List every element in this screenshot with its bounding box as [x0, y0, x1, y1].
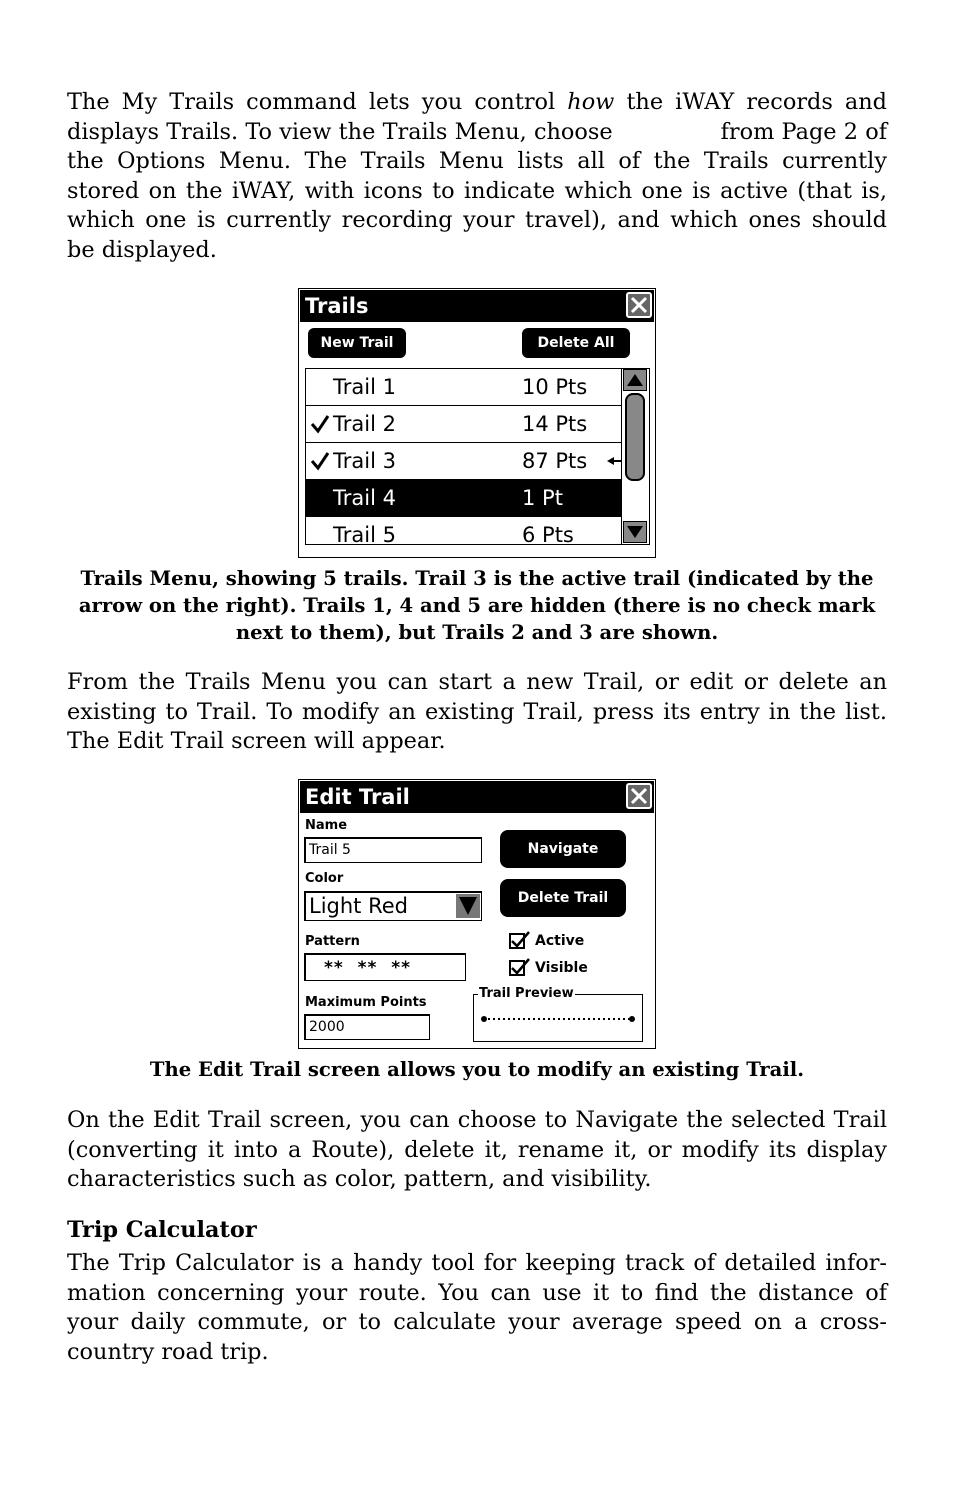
- edit-title-bar: [300, 781, 654, 813]
- trail-preview-line: [478, 1009, 638, 1029]
- visible-checkbox[interactable]: [509, 960, 525, 976]
- pattern-value: ** ** **: [324, 958, 412, 978]
- new-trail-button[interactable]: New Trail: [308, 328, 406, 358]
- close-icon[interactable]: [626, 783, 652, 809]
- trails-screen: [298, 288, 656, 558]
- delete-all-button[interactable]: Delete All: [522, 328, 630, 358]
- trail-row-5[interactable]: [306, 517, 622, 554]
- max-points-label: Maximum Points: [305, 995, 427, 1010]
- intro-text-middle: the iWAY records and displays Trails. To view the Trails Menu, choose: [67, 89, 888, 145]
- scroll-thumb[interactable]: [625, 393, 645, 481]
- intro-emphasis: how: [567, 89, 615, 115]
- visible-label: Visible: [535, 960, 588, 976]
- trails-title: Trails: [305, 294, 369, 318]
- scroll-up-icon[interactable]: [623, 369, 647, 391]
- edit-description-paragraph: On the Edit Trail screen, you can choose to Navigate the selected Trail (converting it into a Route), delete it, rename it, or modify its display characteristics such as color, pattern, and visibility.: [67, 1107, 887, 1193]
- trail-points: 14 Pts: [522, 412, 588, 436]
- active-label: Active: [535, 933, 585, 949]
- trail-row-3[interactable]: [306, 443, 622, 480]
- trail-name: Trail 3: [333, 449, 396, 473]
- intro-paragraph: [67, 88, 887, 266]
- chevron-down-icon[interactable]: [456, 894, 480, 918]
- trail-points: 1 Pt: [522, 486, 563, 510]
- trip-calculator-paragraph: The Trip Calculator is a handy tool for keeping track of detailed infor-mation concerning your route. You can use it to find the distance of your daily commute, or to calculate your average speed on a cross-country road trip.: [67, 1250, 887, 1365]
- trail-row-1[interactable]: [306, 369, 622, 406]
- navigate-button[interactable]: Navigate: [500, 830, 626, 868]
- name-label: Name: [305, 818, 348, 833]
- trails-list: [305, 368, 650, 545]
- trail-points: 6 Pts: [522, 523, 574, 547]
- color-value: Light Red: [309, 894, 408, 918]
- intro-text-start: The My Trails command lets you control: [67, 89, 556, 115]
- trail-name: Trail 4: [333, 486, 396, 510]
- trail-name: Trail 2: [333, 412, 396, 436]
- trails-title-bar: [300, 290, 654, 322]
- max-points-field[interactable]: [304, 1014, 430, 1040]
- edit-intro-paragraph: From the Trails Menu you can start a new Trail, or edit or delete an existing to Trail. To modify an existing Trail, press its entry in the list. The Edit Trail screen will appear.: [67, 669, 887, 755]
- trail-row-2[interactable]: [306, 406, 622, 443]
- trail-preview-label: Trail Preview: [479, 986, 574, 1001]
- max-points-value: 2000: [309, 1019, 345, 1035]
- edit-trail-screen: [298, 779, 656, 1049]
- trail-preview-box: [473, 986, 643, 1042]
- pattern-label: Pattern: [305, 934, 360, 949]
- edit-caption: The Edit Trail screen allows you to modify an existing Trail.: [149, 1058, 805, 1081]
- trail-name: Trail 1: [333, 375, 396, 399]
- trail-name: Trail 5: [333, 523, 396, 547]
- close-icon[interactable]: [626, 292, 652, 318]
- section-heading: Trip Calculator: [67, 1217, 257, 1243]
- scroll-down-icon[interactable]: [623, 521, 647, 543]
- intro-text-end: from Page 2 of the Options Menu. The Trails Menu lists all of the Trails currently stored on the iWAY, with icons to indicate which one is active (that is, which one is currently recording your travel), and which ones should be displayed.: [67, 118, 888, 263]
- color-select[interactable]: [304, 891, 482, 921]
- active-checkbox[interactable]: [509, 933, 525, 949]
- name-field[interactable]: [304, 837, 482, 863]
- trails-caption: Trails Menu, showing 5 trails. Trail 3 is the active trail (indicated by the arrow on the right). Trails 1, 4 and 5 are hidden (there is no check mark next to them), but Trails 2 and 3 are shown.: [78, 567, 876, 644]
- color-label: Color: [305, 871, 344, 886]
- name-value: Trail 5: [309, 842, 351, 858]
- trails-scrollbar[interactable]: [621, 369, 649, 544]
- trail-row-4[interactable]: [306, 480, 622, 517]
- pattern-field[interactable]: [304, 953, 466, 981]
- trail-points: 10 Pts: [522, 375, 588, 399]
- trail-points: 87 Pts: [522, 449, 588, 473]
- delete-trail-button[interactable]: Delete Trail: [500, 879, 626, 917]
- edit-title: Edit Trail: [305, 785, 410, 809]
